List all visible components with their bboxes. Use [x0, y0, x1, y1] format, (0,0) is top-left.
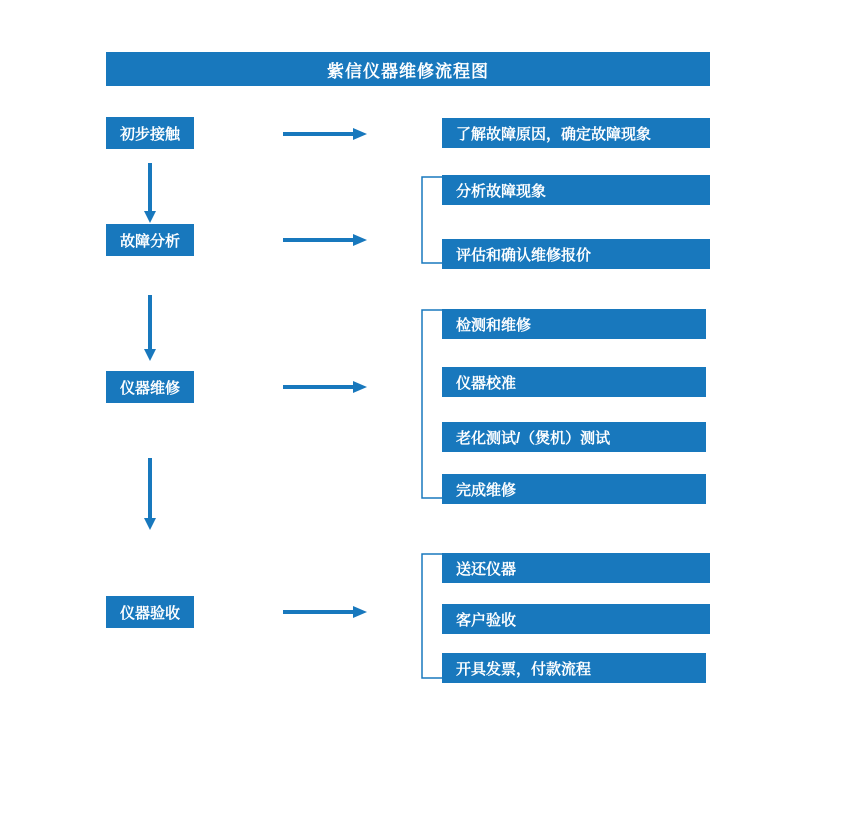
- stage-box-1[interactable]: 初步接触: [106, 117, 194, 149]
- task-box-2-2[interactable]: 评估和确认维修报价: [442, 239, 710, 269]
- arrow-right-icon-4: [283, 605, 367, 619]
- arrow-right-icon-3: [283, 380, 367, 394]
- page-title: 紫信仪器维修流程图: [106, 52, 710, 86]
- task-box-4-3[interactable]: 开具发票，付款流程: [442, 653, 706, 683]
- arrow-down-icon-1: [143, 163, 157, 223]
- task-box-3-2[interactable]: 仪器校准: [442, 367, 706, 397]
- task-box-4-2[interactable]: 客户验收: [442, 604, 710, 634]
- bracket-icon-2: [418, 176, 442, 264]
- task-box-3-4[interactable]: 完成维修: [442, 474, 706, 504]
- arrow-down-icon-3: [143, 458, 157, 530]
- task-box-1-1[interactable]: 了解故障原因，确定故障现象: [442, 118, 710, 148]
- task-box-2-1[interactable]: 分析故障现象: [442, 175, 710, 205]
- task-box-3-3[interactable]: 老化测试/（煲机）测试: [442, 422, 706, 452]
- stage-box-2[interactable]: 故障分析: [106, 224, 194, 256]
- arrow-right-icon-1: [283, 127, 367, 141]
- arrow-right-icon-2: [283, 233, 367, 247]
- task-box-4-1[interactable]: 送还仪器: [442, 553, 710, 583]
- task-box-3-1[interactable]: 检测和维修: [442, 309, 706, 339]
- stage-box-3[interactable]: 仪器维修: [106, 371, 194, 403]
- stage-box-4[interactable]: 仪器验收: [106, 596, 194, 628]
- bracket-icon-4: [418, 553, 442, 679]
- arrow-down-icon-2: [143, 295, 157, 361]
- bracket-icon-3: [418, 309, 442, 499]
